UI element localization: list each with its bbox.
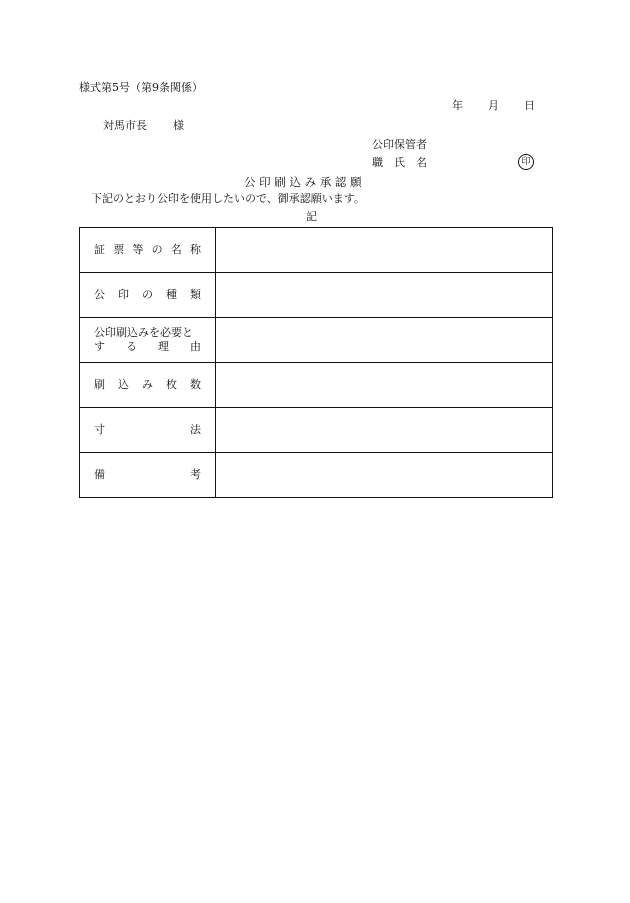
label-char: 考	[190, 468, 201, 481]
row-value-reason[interactable]	[216, 318, 553, 363]
label-char: 票	[113, 243, 125, 256]
table-row	[80, 453, 553, 498]
honorific: 様	[173, 119, 184, 132]
name-label: 職 氏 名	[372, 156, 427, 169]
table-row	[80, 408, 553, 453]
label-char: 寸	[94, 423, 105, 436]
row-label-remarks	[80, 453, 216, 498]
row-value-dimensions[interactable]	[216, 408, 553, 453]
row-value-seal-type[interactable]	[216, 273, 553, 318]
date-year: 年	[452, 99, 463, 112]
row-label-certificate-name	[80, 228, 216, 273]
row-value-print-count[interactable]	[216, 363, 553, 408]
label-char: 刷	[94, 378, 105, 391]
label-char: み	[142, 378, 153, 391]
table-row	[80, 363, 553, 408]
table-row	[80, 318, 553, 363]
row-label-dimensions	[80, 408, 216, 453]
label-char: 備	[94, 468, 105, 481]
custodian-title: 公印保管者	[372, 138, 427, 151]
date-month: 月	[488, 99, 499, 112]
ki-marker: 記	[306, 210, 317, 223]
addressee: 対馬市長	[103, 119, 147, 132]
row-value-certificate-name[interactable]	[216, 228, 553, 273]
form-number: 様式第5号（第9条関係）	[79, 81, 203, 94]
row-label-seal-type	[80, 273, 216, 318]
intro-text: 下記のとおり公印を使用したいので、御承認願います。	[91, 192, 365, 205]
label-char: す	[94, 340, 105, 353]
label-char: 証	[94, 243, 105, 256]
label-char: の	[142, 288, 153, 301]
label-char: 名	[170, 243, 182, 256]
label-char: る	[126, 340, 137, 353]
label-char: 等	[132, 243, 144, 256]
row-label-reason	[80, 318, 216, 363]
label-char: の	[151, 243, 163, 256]
label-char: 込	[118, 378, 129, 391]
label-char: 称	[189, 243, 201, 256]
label-char: 印	[118, 288, 129, 301]
table-row	[80, 273, 553, 318]
label-char: 枚	[166, 378, 177, 391]
row-value-remarks[interactable]	[216, 453, 553, 498]
label-char: 理	[158, 340, 169, 353]
label-char: 数	[190, 378, 201, 391]
document-title: 公 印 刷 込 み 承 認 願	[244, 175, 362, 189]
record-table	[79, 227, 553, 498]
seal-mark: 印	[518, 154, 534, 170]
label-char: 類	[190, 288, 201, 301]
table-row	[80, 228, 553, 273]
label-char: 由	[190, 340, 201, 353]
label-char: 法	[190, 423, 201, 436]
label-char: 種	[166, 288, 177, 301]
row-label-print-count	[80, 363, 216, 408]
label-char: 公	[94, 288, 105, 301]
label-line: 公印刷込みを必要と	[94, 326, 193, 339]
date-day: 日	[524, 99, 535, 112]
